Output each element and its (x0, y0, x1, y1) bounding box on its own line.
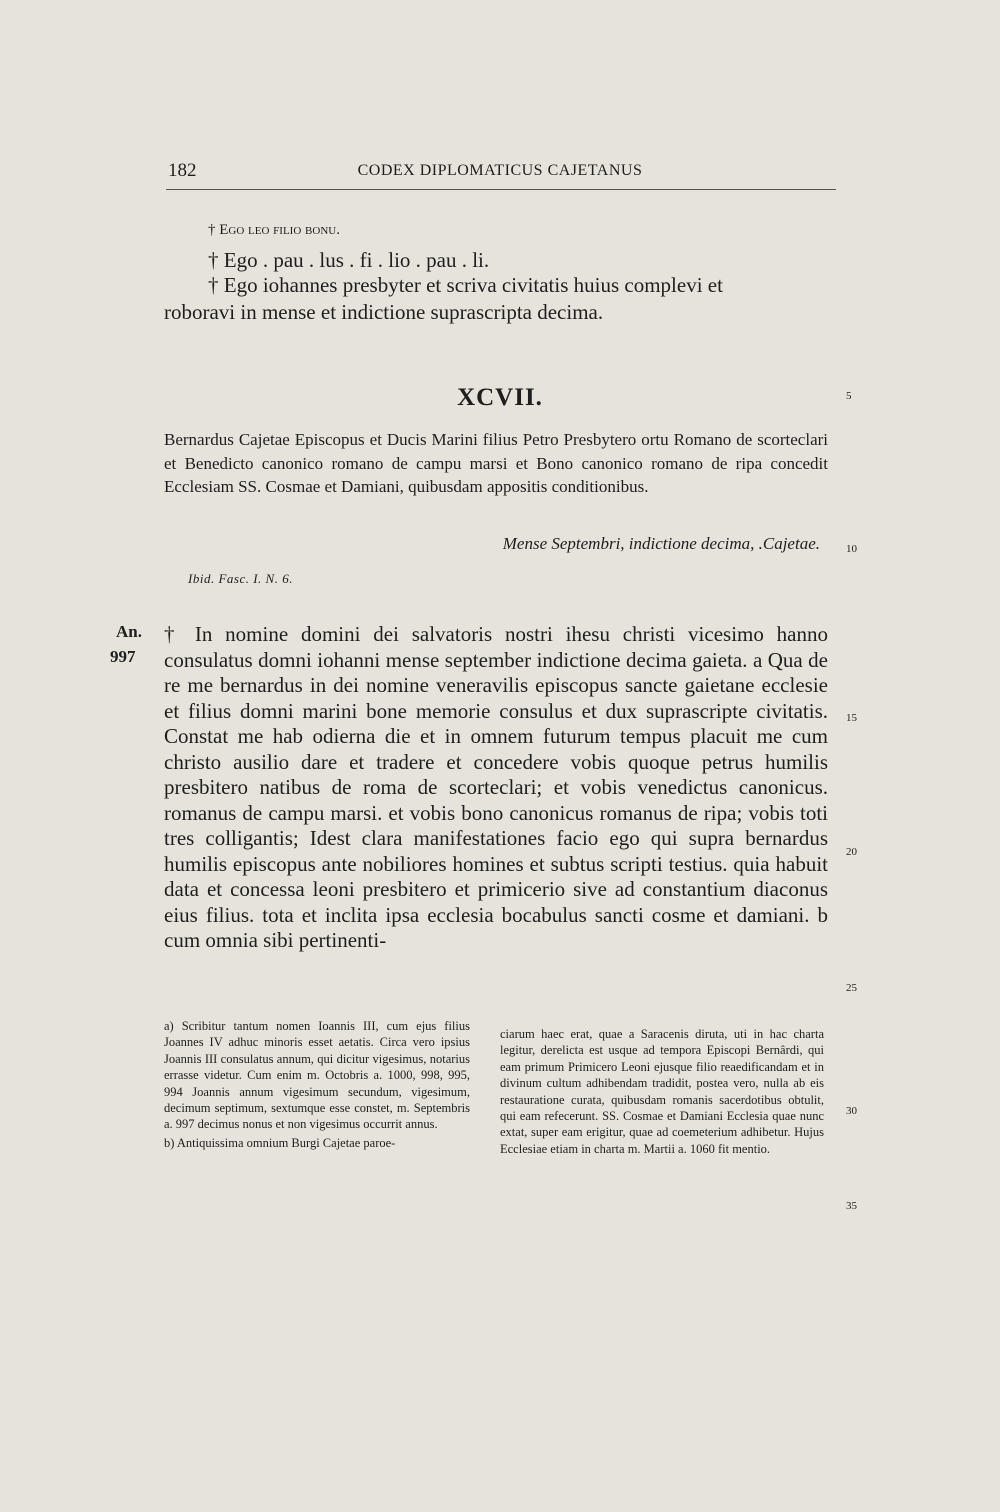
page-number: 182 (168, 160, 197, 181)
page-header (168, 160, 832, 186)
footnotes-left (164, 1018, 470, 1153)
line-number: 5 (846, 390, 852, 402)
source-reference: Ibid. Fasc. I. N. 6. (188, 571, 293, 586)
document-text: † In nomine domini dei salvatoris nostri ihesu christi vicesimo hanno consulatus domni iohanni mense september indictione decima gaieta. a Qua de re me bernardus in dei nomine veneravilis episcopus sancte gaietane ecclesie et filius domni marini bone memorie consulus et dux suprascripte civitatis. Constat me hab odierna die et in omnem futurum tempus placuit me cum christo ausilio dare et tradere et concedere vobis quoque petrus humilis presbitero natibus de roma de scorteclari; et vobis venedictus canonicus. romanus de campu marsi. et vobis bono canonicus romanus de ripa; vobis toti tres colligantis; Idest clara manifestationes facio ego qui supra bernardus humilis episcopus ante nobiliores homines et subtus scripti testius. quia habuit data et concessa leoni presbitero et primicerio sive ad constantium diaconus eius filius. tota et inclita ipsa ecclesia bocabulus sancti cosme et damiani. b cum omnia sibi pertinenti- (164, 622, 828, 952)
line-number: 30 (846, 1105, 857, 1117)
line-number: 10 (846, 543, 857, 555)
footnote-a: a) Scribitur tantum nomen Ioannis III, cum ejus filius Joannes IV adhuc minoris esset aetatis. Circa vero ipsius Joannis III consulatus annum, qui dicitur vigesimus, notarius errasse videtur. Cum enim m. Octobris a. 1000, 998, 995, 994 Joannis annum vigesimum secundum, vigesimum, decimum septimum, sextumque esse constet, m. Septembris a. 997 decimus nonus et non vigesimus occurrit annus. (164, 1019, 470, 1132)
signature-iohannes-cont: roboravi in mense et indictione suprascripta decima. (164, 300, 604, 324)
signature-leo: † Ego leo filio bonu. (208, 222, 340, 238)
line-number: 35 (846, 1200, 857, 1212)
running-title: CODEX DIPLOMATICUS CAJETANUS (357, 162, 643, 179)
footnote-b-start: b) Antiquissima omnium Burgi Cajetae paroe- (164, 1135, 396, 1150)
document-date: Mense Septembri, indictione decima, .Cajetae. (502, 534, 820, 553)
signature-paulus: † Ego . pau . lus . fi . lio . pau . li. (208, 248, 490, 272)
document-number: XCVII. (457, 384, 543, 411)
line-number: 20 (846, 846, 857, 858)
signature-iohannes: † Ego iohannes presbyter et scriva civitatis huius complevi et (208, 273, 723, 297)
line-number: 25 (846, 982, 857, 994)
year-label: An. (116, 622, 142, 641)
footnote-b-cont: ciarum haec erat, quae a Saracenis diruta, uti in hac charta legitur, derelicta est usque ad tempora Episcopi Bernârdi, qui eam primum Primicero Leoni ejusque filio reaedificandam et in divinum cultum adhibendam tradidit, postea vero, nulla ab eis restauratione curata, quibusdam romanis sacerdotibus obtulit, qui eam refecerunt. SS. Cosmae et Damiani Ecclesia quae nunc extat, super eam erigitur, quae ad coemeterium adhibetur. Hujus Ecclesiae etiam in charta m. Martii a. 1060 fit mentio. (500, 1027, 824, 1156)
line-number: 15 (846, 712, 857, 724)
footnotes-right (500, 1026, 824, 1159)
document-summary: Bernardus Cajetae Episcopus et Ducis Marini filius Petro Presbytero ortu Romano de scorteclari et Benedicto canonico romano de campu marsi et Bono canonico romano de ripa concedit Ecclesiam SS. Cosmae et Damiani, quibusdam appositis conditionibus. (164, 430, 828, 496)
header-rule (166, 189, 836, 190)
year-number: 997 (110, 647, 136, 666)
